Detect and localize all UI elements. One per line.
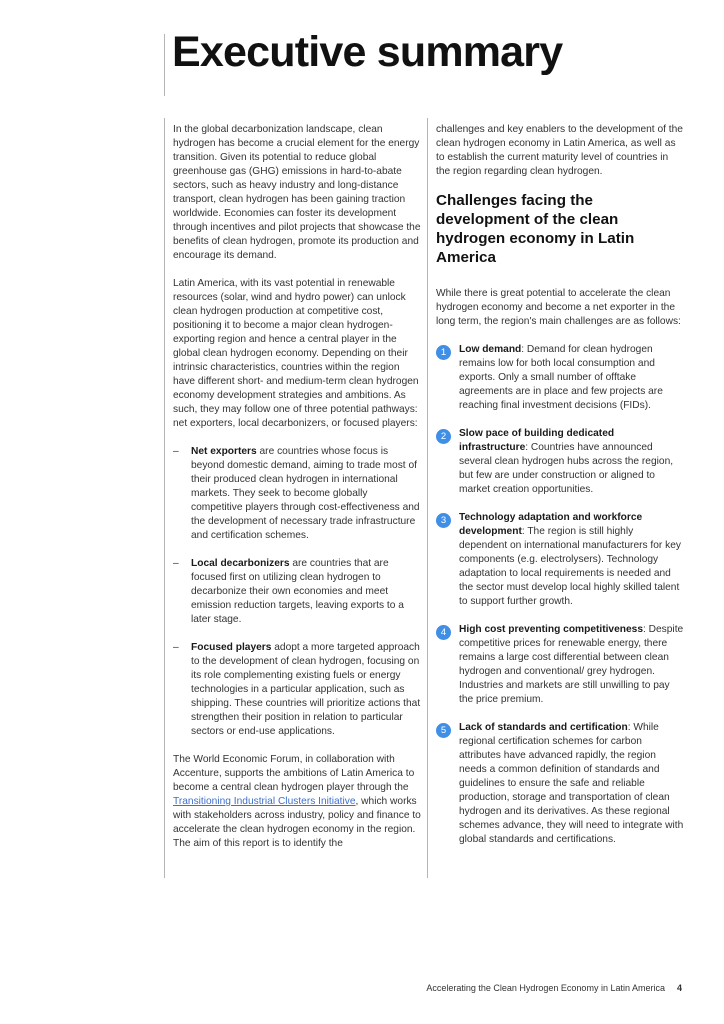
challenge-text: : The region is still highly dependent on international manufacturers for key components (e.g. electrolysers). Technology adaptation to local requirements is needed and the sector must develop local highly skilled talent to support further growth. bbox=[459, 526, 682, 607]
number-badge: 5 bbox=[436, 723, 451, 738]
title-rule bbox=[164, 34, 165, 96]
challenge-term: Slow pace of building dedicated infrastructure bbox=[459, 428, 615, 453]
number-badge: 1 bbox=[436, 345, 451, 360]
pathway-term: Focused players bbox=[191, 642, 272, 653]
closing-text-end: , which works with stakeholders across industry, policy and finance to accelerate the clean hydrogen economy in the region. The aim of this report is to identify the bbox=[173, 796, 421, 849]
challenge-item-2 bbox=[436, 427, 684, 497]
left-column bbox=[173, 123, 421, 851]
challenge-term: Lack of standards and certification bbox=[459, 722, 628, 733]
closing-paragraph bbox=[173, 753, 421, 851]
closing-text-start: The World Economic Forum, in collaboration with Accenture, supports the ambitions of Latin America to become a central clean hydrogen player through the bbox=[173, 754, 415, 793]
challenge-text: : Demand for clean hydrogen remains low for both local consumption and exports. Only a small number of offtake agreements are in place and few projects are reaching final investment decisions (FIDs). bbox=[459, 344, 663, 411]
continuation-paragraph: challenges and key enablers to the development of the clean hydrogen economy in Latin America, as well as to establish the current maturity level of countries in the region regarding clean hydrogen. bbox=[436, 124, 683, 177]
challenge-item-1 bbox=[436, 343, 684, 413]
dash-marker: – bbox=[173, 558, 179, 569]
pathway-text: are countries that are focused first on utilizing clean hydrogen to decarbonize their own economies and meet emission reduction targets, leaving exports to a later stage. bbox=[191, 558, 404, 625]
number-badge: 3 bbox=[436, 513, 451, 528]
right-column-rule bbox=[427, 118, 428, 878]
pathway-local-decarbonizers bbox=[173, 557, 421, 627]
challenge-text: : While regional certification schemes for carbon attributes have advanced rapidly, the region needs a common definition of standards and guidelines to ensure the safe and reliable production, storage and transportation of clean hydrogen and its derivatives. As these regional schemes advance, they will need to integrate with global standards and certifications. bbox=[459, 722, 684, 845]
page-title: Executive summary bbox=[172, 28, 563, 76]
transitioning-clusters-link[interactable]: Transitioning Industrial Clusters Initiative bbox=[173, 796, 356, 807]
challenge-term: High cost preventing competitiveness bbox=[459, 624, 643, 635]
challenge-item-4 bbox=[436, 623, 684, 707]
number-badge: 2 bbox=[436, 429, 451, 444]
dash-marker: – bbox=[173, 446, 179, 457]
left-column-rule bbox=[164, 118, 165, 878]
challenges-intro: While there is great potential to accelerate the clean hydrogen economy and become a net exporter in the long term, the region's main challenges are as follows: bbox=[436, 288, 681, 327]
pathway-term: Net exporters bbox=[191, 446, 257, 457]
latam-paragraph: Latin America, with its vast potential in renewable resources (solar, wind and hydro power) can unlock clean hydrogen production at competitive cost, positioning it to become a major clean hydrogen-exporting region and hence a central player in the global clean hydrogen economy. Depending on their intrinsic characteristics, countries within the region have different short- and medium-term clean hydrogen economy development strategies and ambitions. As such, they may follow one of three potential pathways: net exporters, local decarbonizers, or focused players: bbox=[173, 278, 419, 429]
challenge-item-3 bbox=[436, 511, 684, 609]
challenge-term: Technology adaptation and workforce development bbox=[459, 512, 643, 537]
page-number: 4 bbox=[676, 983, 682, 993]
pathway-term: Local decarbonizers bbox=[191, 558, 290, 569]
pathway-net-exporters bbox=[173, 445, 421, 543]
dash-marker: – bbox=[173, 642, 179, 653]
challenge-text: : Countries have announced several clean hydrogen hubs across the region, but few are under construction or aligned to market creation opportunities. bbox=[459, 442, 674, 495]
challenge-term: Low demand bbox=[459, 344, 522, 355]
footer-report-title: Accelerating the Clean Hydrogen Economy in Latin America bbox=[426, 983, 665, 993]
number-badge: 4 bbox=[436, 625, 451, 640]
pathway-focused-players bbox=[173, 641, 421, 739]
right-column bbox=[436, 123, 684, 847]
challenge-text: : Despite competitive prices for renewable energy, there remains a large cost differential between clean hydrogen and conventional/ grey hydrogen. Industries and markets are still unwilling to pay the price premium. bbox=[459, 624, 684, 705]
page-footer bbox=[380, 983, 682, 993]
pathway-text: are countries whose focus is beyond domestic demand, aiming to trade most of their produced clean hydrogen in international markets. They seek to become globally competitive players through cost-effectiveness and the development of necessary trade infrastructure and certification schemes. bbox=[191, 446, 420, 541]
intro-paragraph: In the global decarbonization landscape, clean hydrogen has become a crucial element for the energy transition. Given its potential to reduce global greenhouse gas (GHG) emissions in hard-to-abate sectors, such as heavy industry and long-distance transport, clean hydrogen has been gaining traction worldwide. Economies can foster its development through incentives and pilot projects that showcase the benefits of clean hydrogen, promote its production and encourage its demand. bbox=[173, 124, 421, 261]
challenge-item-5 bbox=[436, 721, 684, 847]
pathway-text: adopt a more targeted approach to the development of clean hydrogen, focusing on its role complementing existing fuels or energy technologies in a particular application, such as shipping. These countries will prioritize actions that strengthen their position in relation to particular sectors or end-use applications. bbox=[191, 642, 421, 737]
challenges-heading: Challenges facing the development of the clean hydrogen economy in Latin America bbox=[436, 192, 635, 266]
